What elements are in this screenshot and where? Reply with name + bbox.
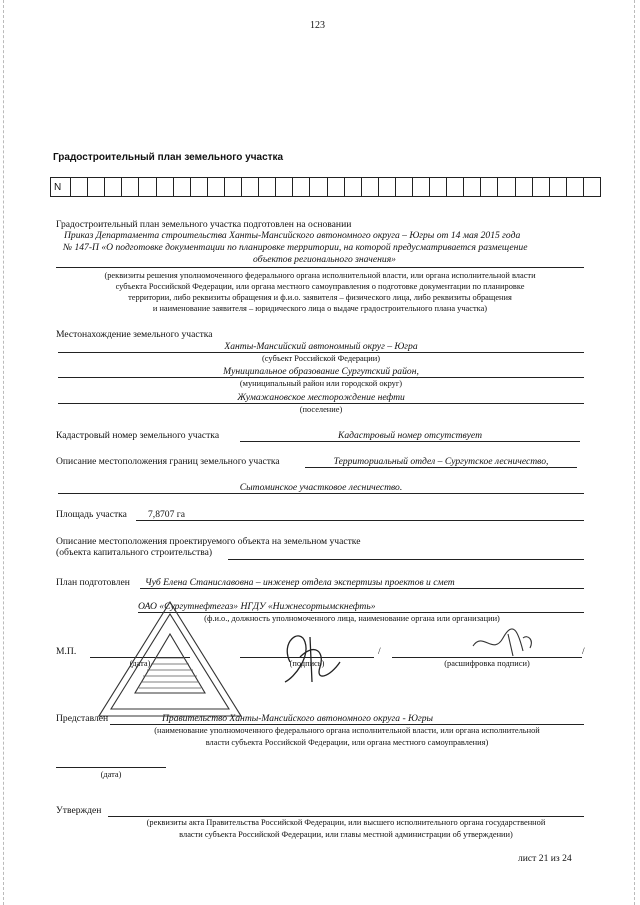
grid-cell (498, 178, 515, 196)
sheet-counter: лист 21 из 24 (518, 853, 572, 864)
prepared-value-2-text: ОАО «Сургутнефтегаз» НГДУ «Нижнесортымскнефть» (138, 601, 376, 612)
location-label: Местонахождение земельного участка (56, 329, 213, 340)
mp-label: М.П. (56, 646, 77, 657)
plan-number-grid (50, 177, 601, 197)
basis-line-3: объектов регионального значения» (253, 254, 396, 265)
approved-line (108, 816, 584, 817)
grid-cell (191, 178, 208, 196)
grid-cell (430, 178, 447, 196)
scan-edge-left (3, 0, 5, 905)
grid-cell (447, 178, 464, 196)
presented-value-text: Правительство Ханты-Мансийского автономного округа - Югры (162, 713, 433, 724)
prepared-label: План подготовлен (56, 577, 130, 588)
grid-cell (413, 178, 430, 196)
grid-cell (122, 178, 139, 196)
triangle-stamp (95, 598, 245, 723)
basis-caption-1: (реквизиты решения уполномоченного федерального органа исполнительной власти, или органа исполнительной власти (104, 271, 536, 280)
prepared-caption: (ф.и.о., должность уполномоченного лица, наименование органа или организации) (204, 614, 500, 623)
subject-caption: (субъект Российской Федерации) (262, 354, 380, 363)
grid-cell (328, 178, 345, 196)
basis-caption-4: и наименование заявителя – юридического лица о выдаче градостроительного плана участка) (152, 304, 488, 313)
cadastral-label: Кадастровый номер земельного участка (56, 430, 220, 441)
grid-cell (225, 178, 242, 196)
basis-underline (56, 267, 584, 268)
grid-cell (362, 178, 379, 196)
object-description-underline (228, 559, 584, 560)
cadastral-value: Кадастровый номер отсутствует (240, 430, 580, 442)
settlement-caption: (поселение) (299, 405, 343, 414)
grid-cell (293, 178, 310, 196)
settlement-value: Жумажановское месторождение нефти (58, 392, 584, 404)
object-description-line-1: Описание местоположения проектируемого объекта на земельном участке (56, 536, 361, 547)
grid-cell (345, 178, 362, 196)
decode-caption: (расшифровка подписи) (444, 659, 530, 668)
grid-cell (310, 178, 327, 196)
presented-value (110, 713, 584, 725)
grid-prefix: N (51, 178, 71, 196)
approved-caption-2: власти субъекта Российской Федерации, или главы местной администрации об утверждении) (179, 830, 513, 839)
grid-cell (71, 178, 88, 196)
grid-cell (533, 178, 550, 196)
boundaries-label: Описание местоположения границ земельного участка (56, 456, 280, 467)
area-label: Площадь участка (56, 509, 127, 520)
boundaries-value-1: Территориальный отдел – Сургутское лесничество, (305, 456, 577, 468)
grid-cell (464, 178, 481, 196)
grid-cell (208, 178, 225, 196)
approved-label: Утвержден (56, 805, 102, 816)
grid-cell (157, 178, 174, 196)
date-caption: (дата) (129, 659, 151, 668)
area-value (136, 509, 584, 521)
signature-scribble (270, 622, 350, 692)
grid-cell (139, 178, 156, 196)
boundaries-value-2: Сытоминское участковое лесничество. (58, 482, 584, 494)
scan-edge-right (634, 0, 636, 905)
grid-cell (88, 178, 105, 196)
district-value: Муниципальное образование Сургутский район, (58, 366, 584, 378)
grid-cell (276, 178, 293, 196)
basis-caption-2: субъекта Российской Федерации, или органа местного самоуправления о подготовке документации по планировке (115, 282, 525, 291)
grid-cell (567, 178, 584, 196)
object-description-line-2: (объекта капитального строительства) (56, 547, 213, 558)
grid-cell (174, 178, 191, 196)
basis-caption-3: территории, либо реквизиты обращения и ф.и.о. заявителя – физического лица, либо реквизиты обращения (128, 293, 512, 302)
area-value-text: 7,8707 га (148, 509, 185, 520)
grid-cell (481, 178, 498, 196)
signature-caption: (подпись) (289, 659, 325, 668)
grid-cell (242, 178, 259, 196)
prepared-value-1 (140, 577, 584, 589)
page-number: 123 (310, 20, 325, 31)
subject-value: Ханты-Мансийский автономный округ – Югра (58, 341, 584, 353)
basis-line-1: Приказ Департамента строительства Ханты-Мансийского автономного округа – Югры от 14 мая 2015 года (64, 230, 521, 241)
grid-cell (550, 178, 567, 196)
grid-cell (259, 178, 276, 196)
signature-separator-left: / (378, 646, 381, 657)
presented-date-caption: (дата) (100, 770, 122, 779)
page-title: Градостроительный план земельного участка (53, 152, 284, 163)
grid-cell (379, 178, 396, 196)
signature-separator-right: / (582, 646, 585, 657)
decode-signature-scribble (468, 626, 538, 661)
presented-caption-2: власти субъекта Российской Федерации, или органа местного самоуправления) (205, 738, 489, 747)
approved-caption-1: (реквизиты акта Правительства Российской Федерации, или высшего исполнительного органа государственной (146, 818, 546, 827)
prepared-value-1-text: Чуб Елена Станиславовна – инженер отдела экспертизы проектов и смет (145, 577, 455, 588)
grid-cell (584, 178, 600, 196)
grid-cell (516, 178, 533, 196)
presented-caption-1: (наименование уполномоченного федерального органа исполнительной власти, или органа исполнительной (154, 726, 540, 735)
grid-cell (105, 178, 122, 196)
grid-cell (396, 178, 413, 196)
district-caption: (муниципальный район или городской округ) (239, 379, 403, 388)
presented-label: Представлен (56, 713, 109, 724)
basis-line-2: № 147-П «О подготовке документации по планировке территории, на которой предусматривается размещение (63, 242, 528, 253)
basis-intro: Градостроительный план земельного участка подготовлен на основании (56, 219, 352, 230)
presented-date-line (56, 767, 166, 768)
